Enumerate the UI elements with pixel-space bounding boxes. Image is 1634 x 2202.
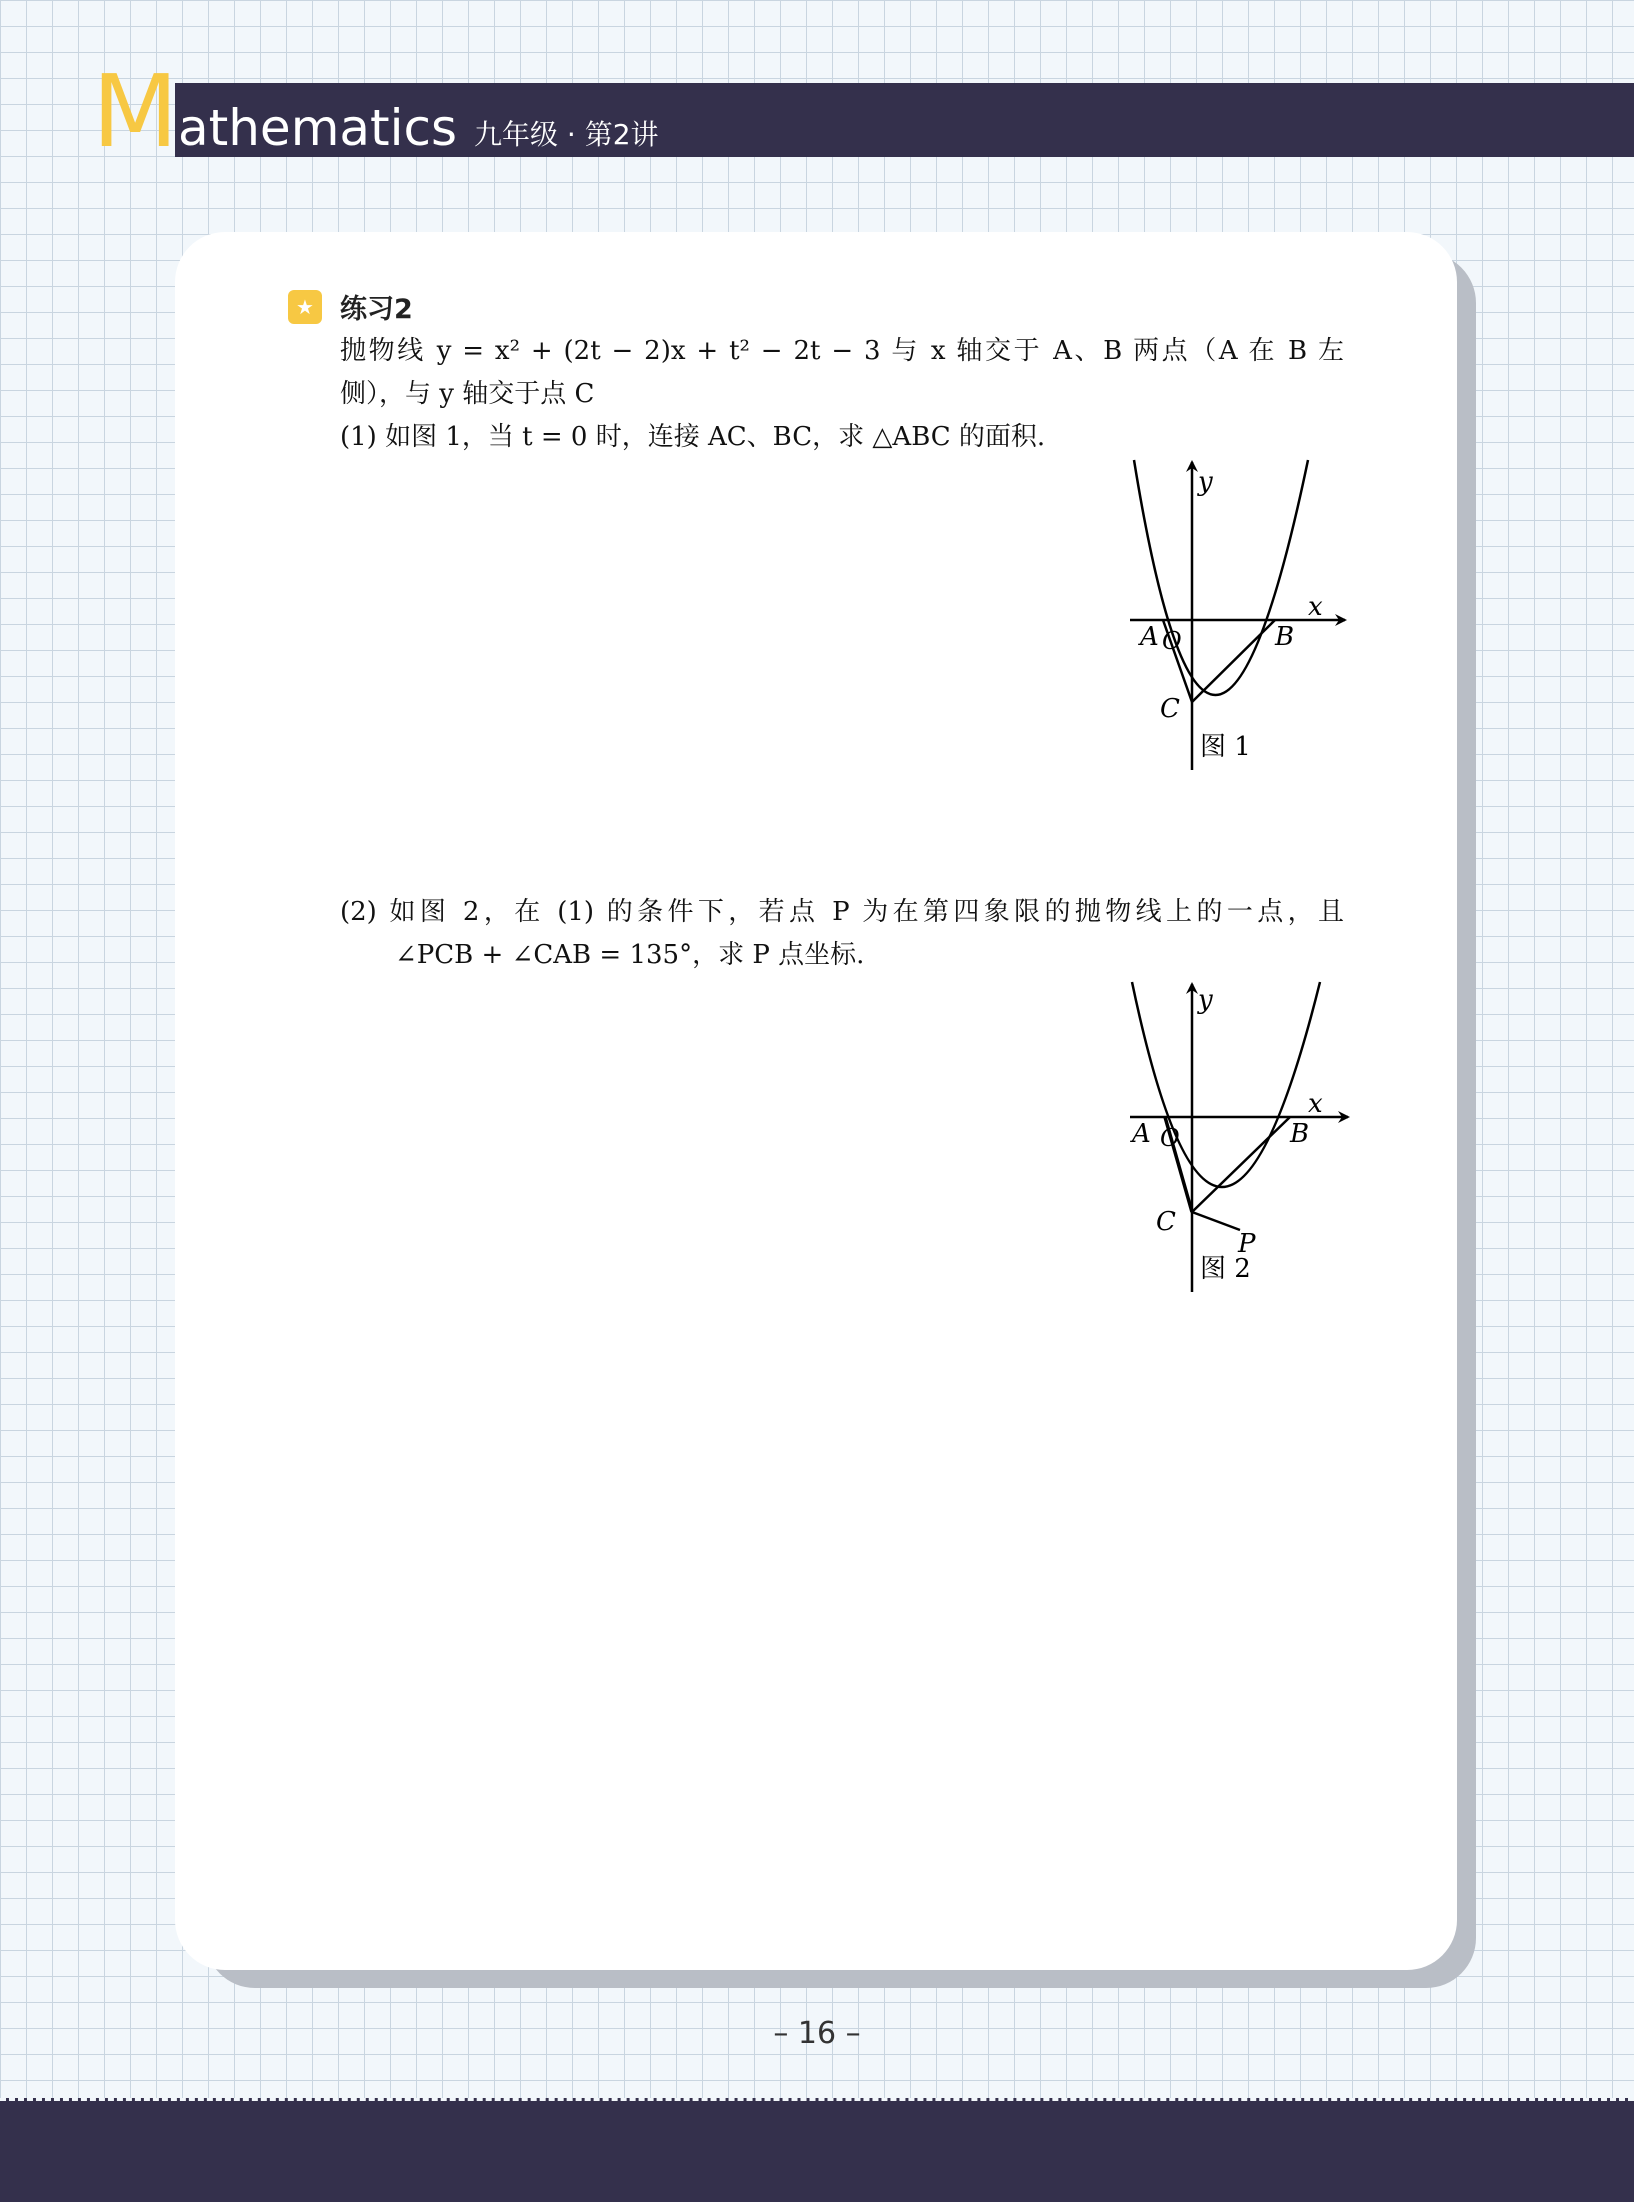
label-y: y — [1198, 985, 1213, 1015]
segment-cp — [1192, 1212, 1240, 1230]
star-icon: ★ — [288, 290, 322, 324]
parabola — [1132, 982, 1320, 1187]
label-o: O — [1160, 1124, 1180, 1152]
footer-dashed-border — [0, 2098, 1634, 2101]
part1-question: (1) 如图 1，当 t = 0 时，连接 AC、BC，求 △ABC 的面积. — [340, 422, 1046, 452]
lesson-subtitle: 九年级 · 第2讲 — [474, 118, 659, 151]
figure-1-caption: 图 1 — [1200, 732, 1251, 762]
label-y: y — [1198, 467, 1213, 497]
problem-stem-line1: 抛物线 y = x² + (2t − 2)x + t² − 2t − 3 与 x 轴交于 A、B 两点（A 在 B 左 — [340, 336, 1344, 366]
label-a: A — [1140, 622, 1159, 652]
problem-stem-line2: 侧），与 y 轴交于点 C — [340, 379, 595, 409]
figure-2-caption: 图 2 — [1200, 1254, 1251, 1284]
label-c: C — [1156, 1207, 1176, 1237]
label-x: x — [1308, 592, 1323, 622]
part2-question-line1: (2) 如图 2，在 (1) 的条件下，若点 P 为在第四象限的抛物线上的一点，且 — [340, 897, 1344, 927]
logo-letter-m: M — [92, 53, 179, 170]
label-o: O — [1162, 627, 1182, 655]
segment-bc — [1192, 620, 1275, 702]
footer-bar — [0, 2098, 1634, 2202]
label-p: P — [1238, 1229, 1256, 1259]
logo-wordmark: athematics — [178, 99, 458, 157]
segment-bc — [1192, 1117, 1290, 1212]
label-c: C — [1160, 694, 1180, 724]
label-x: x — [1308, 1089, 1323, 1119]
page-number: – 16 – — [773, 2016, 861, 2051]
figure-2 — [1120, 972, 1360, 1302]
parabola — [1134, 460, 1308, 695]
label-b: B — [1290, 1119, 1310, 1149]
label-b: B — [1275, 622, 1295, 652]
figure-1 — [1120, 450, 1360, 780]
exercise-title: 练习2 — [340, 294, 413, 325]
part2-question-line2: ∠PCB + ∠CAB = 135°，求 P 点坐标. — [395, 940, 865, 970]
label-a: A — [1132, 1119, 1151, 1149]
